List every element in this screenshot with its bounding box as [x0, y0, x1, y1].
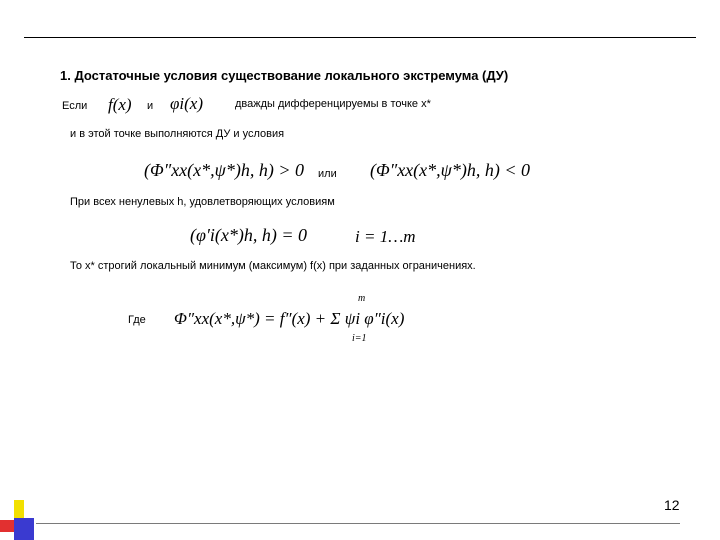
- top-rule: [24, 37, 696, 38]
- if-word: Если: [62, 100, 88, 112]
- page-number: 12: [664, 497, 680, 513]
- corner-decoration-red: [0, 520, 14, 532]
- definition-formula: Φ″xx(x*,ψ*) = f″(x) + Σ ψi φ″i(x): [174, 309, 405, 328]
- conclusion-text: То x* строгий локальный минимум (максимум) f(x) при заданных ограничениях.: [70, 260, 476, 272]
- bottom-rule: [36, 523, 680, 524]
- f-of-x: f(x): [108, 95, 132, 114]
- condition-positive: (Φ″xx(x*,ψ*)h, h) > 0: [144, 160, 304, 180]
- nonzero-h-text: При всех ненулевых h, удовлетворяющих условиям: [70, 196, 335, 208]
- or-word: или: [318, 168, 337, 180]
- twice-differentiable-text: дважды дифференцируемы в точке x*: [235, 98, 431, 110]
- phi-of-x: φi(x): [170, 94, 203, 113]
- where-word: Где: [128, 314, 146, 326]
- condition-negative: (Φ″xx(x*,ψ*)h, h) < 0: [370, 160, 530, 180]
- sum-upper-limit: m: [358, 293, 366, 304]
- conditions-intro-text: и в этой точке выполняются ДУ и условия: [70, 128, 285, 140]
- index-range: i = 1…m: [355, 227, 416, 246]
- corner-decoration-blue: [14, 518, 34, 540]
- sum-lower-limit: i=1: [352, 333, 367, 344]
- and-word: и: [147, 100, 154, 112]
- constraint-formula: (φ′i(x*)h, h) = 0: [190, 225, 308, 245]
- slide-title: 1. Достаточные условия существование локального экстремума (ДУ): [60, 68, 509, 83]
